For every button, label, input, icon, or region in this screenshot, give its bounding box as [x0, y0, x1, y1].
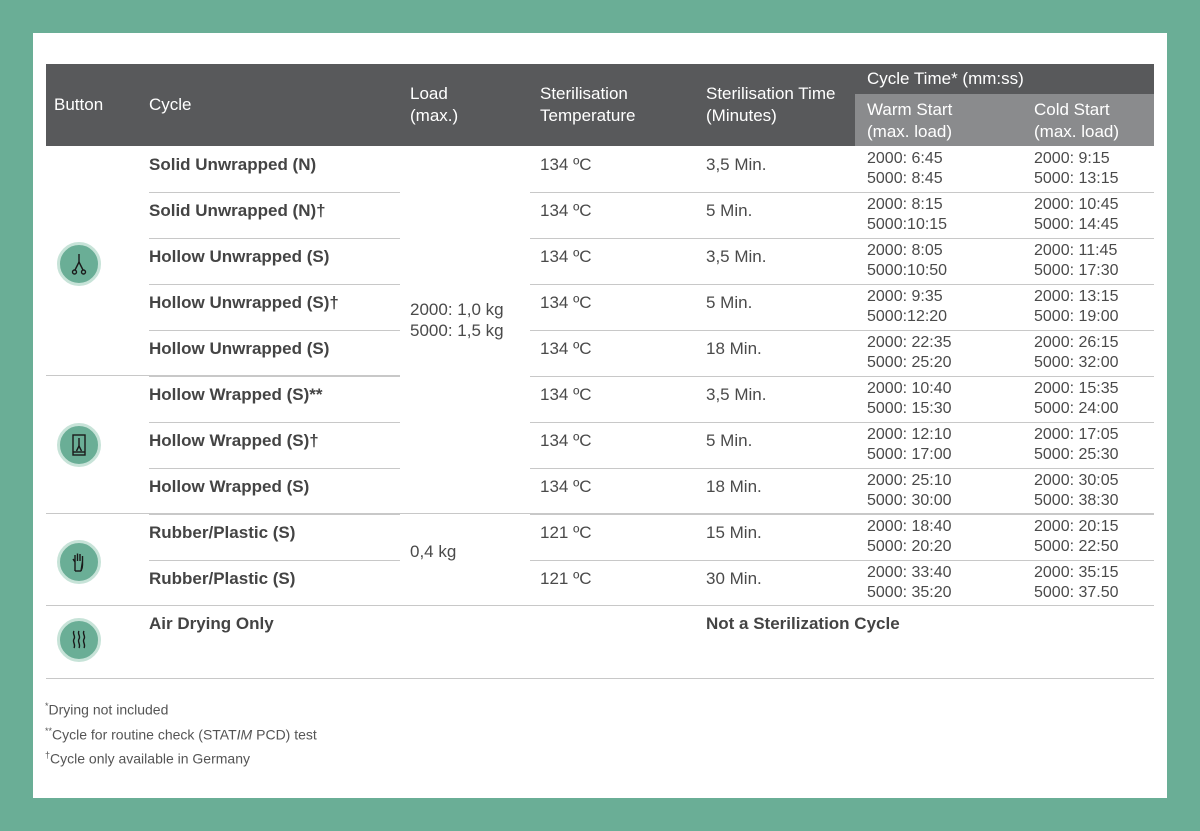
surgical-scissors-icon[interactable] [57, 242, 101, 286]
row-divider [149, 514, 400, 515]
col-header-cycle: Cycle [149, 95, 192, 114]
cold-start-time-line: 2000: 15:35 [1034, 380, 1119, 397]
cycle-name: Rubber/Plastic (S) [149, 523, 296, 542]
row-divider [149, 376, 400, 377]
cold-start-time [1034, 425, 1119, 465]
row-divider [149, 284, 400, 285]
cold-start-time [1034, 517, 1119, 557]
sterilisation-temperature: 134 ºC [540, 385, 592, 404]
sterilisation-temperature: 134 ºC [540, 201, 592, 220]
cold-start-time [1034, 333, 1119, 373]
cycle-name: Solid Unwrapped (N) [149, 155, 317, 174]
not-sterilization-note: Not a Sterilization Cycle [706, 614, 900, 633]
sterilisation-temperature: 134 ºC [540, 339, 592, 358]
row-divider [530, 468, 1154, 469]
warm-start-time-line: 2000: 18:40 [867, 518, 952, 535]
load-group-3: 0,4 kg [410, 542, 457, 561]
sterilisation-temperature: 134 ºC [540, 431, 592, 450]
warm-start-time [867, 563, 952, 603]
cycle-name: Hollow Unwrapped (S) [149, 339, 330, 358]
sterilisation-time: 15 Min. [706, 523, 762, 542]
warm-start-time-line: 2000: 10:40 [867, 380, 952, 397]
cold-start-time-line: 5000: 38:30 [1034, 492, 1119, 509]
cold-start-time-line: 5000: 13:15 [1034, 170, 1119, 187]
sterilisation-time: 18 Min. [706, 477, 762, 496]
cold-start-time-line: 5000: 22:50 [1034, 538, 1119, 555]
warm-start-time-line: 5000:10:15 [867, 216, 948, 233]
warm-start-time [867, 149, 943, 189]
footnotes [45, 696, 317, 770]
cycle-name: Hollow Wrapped (S) [149, 477, 310, 496]
warm-start-time-line: 2000: 12:10 [867, 426, 952, 443]
cold-start-time-line: 2000: 26:15 [1034, 334, 1119, 351]
warm-start-time-line: 5000: 17:00 [867, 446, 952, 463]
group-divider [46, 513, 1154, 514]
warm-start-time-line: 2000: 6:45 [867, 150, 943, 167]
sterilisation-time: 5 Min. [706, 293, 753, 312]
row-divider [530, 560, 1154, 561]
cycle-name: Hollow Unwrapped (S) [149, 247, 330, 266]
sterilisation-temperature: 134 ºC [540, 247, 592, 266]
warm-start-time-line: 5000:12:20 [867, 308, 948, 325]
cold-start-time [1034, 195, 1119, 235]
sterilisation-temperature: 134 ºC [540, 155, 592, 174]
warm-start-time-line: 5000: 20:20 [867, 538, 952, 555]
sterilisation-time: 3,5 Min. [706, 155, 767, 174]
cold-start-time-line: 5000: 32:00 [1034, 354, 1119, 371]
cold-start-time [1034, 471, 1119, 511]
footnote-germany: †Cycle only available in Germany [45, 750, 250, 767]
warm-start-time [867, 379, 952, 419]
cold-start-time [1034, 149, 1119, 189]
cycle-table-card [33, 33, 1167, 798]
cold-start-time [1034, 241, 1119, 281]
cold-start-time-line: 2000: 30:05 [1034, 472, 1119, 489]
cold-start-time [1034, 379, 1119, 419]
cold-start-time-line: 5000: 14:45 [1034, 216, 1119, 233]
cold-start-time-line: 2000: 17:05 [1034, 426, 1119, 443]
cold-start-time [1034, 563, 1119, 603]
col-header-button: Button [54, 95, 104, 114]
glove-icon[interactable] [57, 540, 101, 584]
load-group-1-2: 2000: 1,0 kg 5000: 1,5 kg [410, 300, 504, 340]
air-drying-cycle: Air Drying Only [149, 614, 274, 633]
warm-start-time-line: 5000: 35:20 [867, 584, 952, 601]
cycle-name: Rubber/Plastic (S) [149, 569, 296, 588]
warm-start-time [867, 471, 952, 511]
cold-start-time-line: 5000: 37.50 [1034, 584, 1119, 601]
warm-start-time-line: 2000: 25:10 [867, 472, 952, 489]
warm-start-time-line: 2000: 8:15 [867, 196, 943, 213]
warm-start-time-line: 5000: 8:45 [867, 170, 943, 187]
col-header-temperature: Sterilisation Temperature [540, 84, 636, 125]
col-header-time: Sterilisation Time (Minutes) [706, 84, 836, 125]
sterilisation-time: 5 Min. [706, 431, 753, 450]
sterilisation-temperature: 121 ºC [540, 523, 592, 542]
row-divider [530, 330, 1154, 331]
row-divider [530, 376, 1154, 377]
cycle-name: Solid Unwrapped (N)† [149, 201, 326, 220]
warm-start-time-line: 5000: 25:20 [867, 354, 952, 371]
cold-start-time-line: 2000: 10:45 [1034, 196, 1119, 213]
cold-start-time-line: 5000: 17:30 [1034, 262, 1119, 279]
row-divider [530, 514, 1154, 515]
cold-start-time-line: 5000: 24:00 [1034, 400, 1119, 417]
cold-start-time-line: 2000: 11:45 [1034, 242, 1118, 259]
cold-start-time-line: 2000: 20:15 [1034, 518, 1119, 535]
warm-start-time-line: 2000: 33:40 [867, 564, 952, 581]
row-divider [149, 468, 400, 469]
warm-start-time [867, 333, 952, 373]
warm-start-time-line: 2000: 9:35 [867, 288, 943, 305]
cycle-name: Hollow Wrapped (S)† [149, 431, 319, 450]
cycle-name: Hollow Wrapped (S)** [149, 385, 323, 404]
cold-start-time-line: 5000: 25:30 [1034, 446, 1119, 463]
air-drying-icon[interactable] [57, 618, 101, 662]
sterilisation-temperature: 134 ºC [540, 477, 592, 496]
warm-start-time [867, 425, 952, 465]
col-header-warm-start: Warm Start (max. load) [867, 100, 953, 141]
sterilisation-temperature: 121 ºC [540, 569, 592, 588]
col-header-load: Load (max.) [410, 84, 459, 125]
col-header-cold-start: Cold Start (max. load) [1034, 100, 1120, 141]
footnote-pcd: **Cycle for routine check (STATIM PCD) test [45, 725, 317, 743]
row-divider [530, 238, 1154, 239]
warm-start-time-line: 2000: 22:35 [867, 334, 952, 351]
warm-start-time-line: 5000:10:50 [867, 262, 948, 279]
cold-start-time-line: 2000: 35:15 [1034, 564, 1119, 581]
group-divider [46, 605, 1154, 606]
row-divider [149, 422, 400, 423]
row-divider [149, 192, 400, 193]
cold-start-time-line: 2000: 9:15 [1034, 150, 1110, 167]
table-bottom-rule [46, 678, 1154, 679]
sterilisation-time: 3,5 Min. [706, 247, 767, 266]
warm-start-time-line: 5000: 15:30 [867, 400, 952, 417]
cycle-name: Hollow Unwrapped (S)† [149, 293, 339, 312]
sterilisation-time: 3,5 Min. [706, 385, 767, 404]
row-divider [530, 422, 1154, 423]
warm-start-time [867, 517, 952, 557]
cold-start-time-line: 2000: 13:15 [1034, 288, 1119, 305]
warm-start-time [867, 195, 947, 235]
row-divider [149, 330, 400, 331]
wrapped-pouch-icon[interactable] [57, 423, 101, 467]
row-divider [530, 192, 1154, 193]
warm-start-time [867, 241, 947, 281]
row-divider [149, 560, 400, 561]
row-divider [530, 284, 1154, 285]
footnote-drying: *Drying not included [45, 701, 169, 718]
warm-start-time-line: 2000: 8:05 [867, 242, 943, 259]
sterilisation-time: 5 Min. [706, 201, 753, 220]
group-divider [46, 375, 400, 376]
cold-start-time [1034, 287, 1119, 327]
row-divider [149, 238, 400, 239]
sterilisation-temperature: 134 ºC [540, 293, 592, 312]
sterilisation-time: 30 Min. [706, 569, 762, 588]
warm-start-time-line: 5000: 30:00 [867, 492, 952, 509]
sterilisation-time: 18 Min. [706, 339, 762, 358]
col-header-cycle-time: Cycle Time* (mm:ss) [867, 69, 1024, 88]
warm-start-time [867, 287, 947, 327]
cold-start-time-line: 5000: 19:00 [1034, 308, 1119, 325]
